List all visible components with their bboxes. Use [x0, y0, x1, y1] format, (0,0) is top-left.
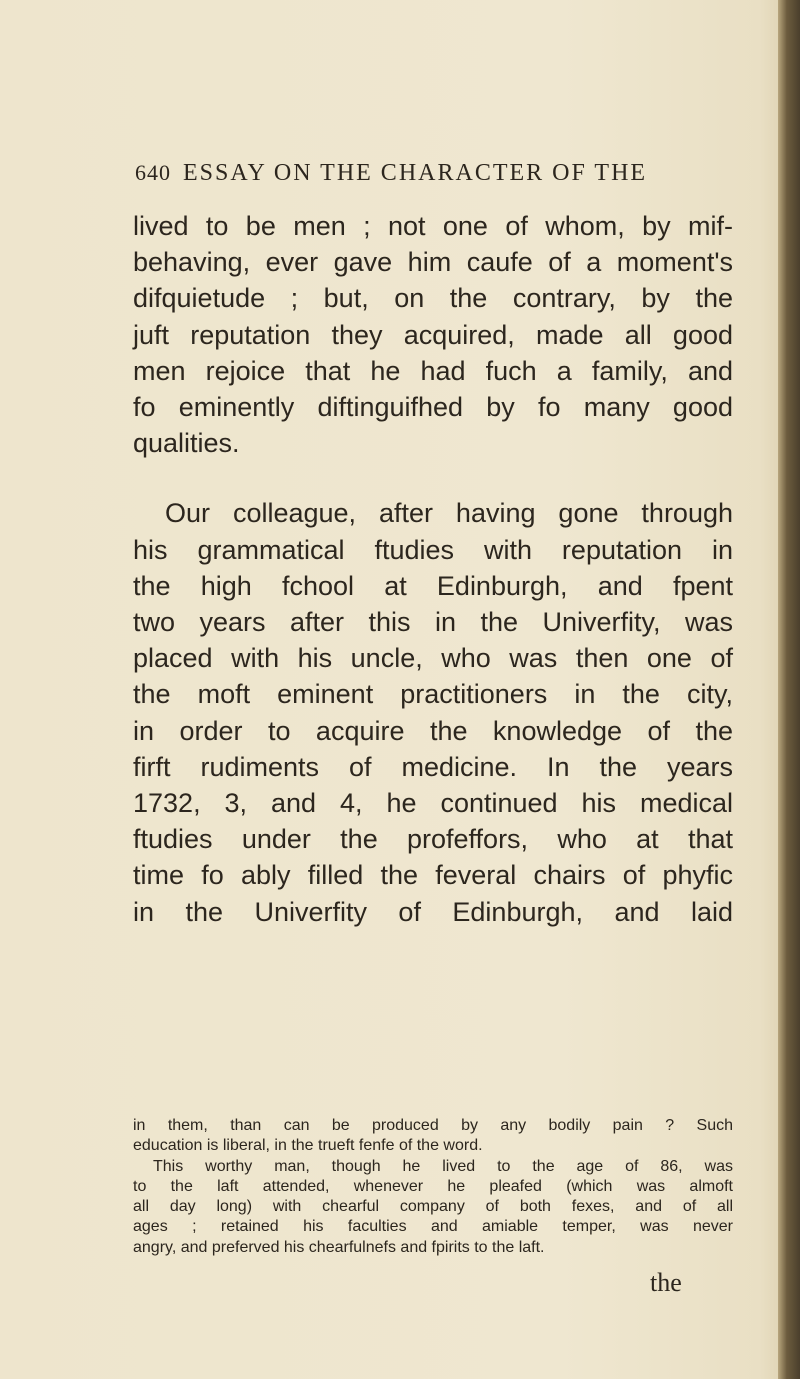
text-line: lived to be men ; not one of whom, by mif- [133, 211, 733, 241]
text-line: difquietude ; but, on the contrary, by the [133, 283, 733, 314]
text-line: ftudies under the profeffors, who at that [133, 824, 733, 855]
footnotes [133, 1116, 733, 1258]
footnote-line: in them, than can be produced by any bodily pain ? Such [133, 1117, 733, 1134]
book-binding-edge [778, 0, 800, 1379]
footnote-line: angry, and preferved his chearfulnefs and fpirits to the laft. [133, 1238, 545, 1256]
text-line: placed with his uncle, who was then one of [133, 643, 733, 674]
footnote-line: all day long) with chearful company of both fexes, and of all [133, 1198, 733, 1216]
text-line: qualities. [133, 428, 240, 459]
text-line: the moft eminent practitioners in the city, [133, 679, 733, 710]
running-head [135, 160, 735, 200]
text-line: 1732, 3, and 4, he continued his medical [133, 788, 733, 819]
text-line: two years after this in the Univerfity, was [133, 607, 733, 638]
text-line: time fo ably filled the feveral chairs of phyfic [133, 860, 733, 891]
text-line: firft rudiments of medicine. In the years [133, 751, 733, 782]
text-line: men rejoice that he had fuch a family, and [133, 355, 733, 386]
main-text [133, 208, 733, 930]
text-line: in the Univerfity of Edinburgh, and laid [133, 896, 733, 927]
text-line: his grammatical ftudies with reputation in [133, 534, 733, 565]
footnote-line: ages ; retained his faculties and amiable temper, was never [133, 1218, 733, 1236]
text-line: in order to acquire the knowledge of the [133, 715, 733, 746]
catchword: the [650, 1268, 682, 1297]
footnote-line: This worthy man, though he lived to the age of 86, was [153, 1157, 733, 1175]
page-number: 640 [135, 160, 171, 185]
text-line: behaving, ever gave him caufe of a moment's [133, 247, 733, 278]
footnote-line: to the laft attended, whenever he pleafed (which was almoft [133, 1177, 733, 1195]
running-title: ESSAY ON THE CHARACTER OF THE [183, 160, 648, 186]
text-line: fo eminently diftinguifhed by fo many good [133, 392, 733, 423]
text-line: the high fchool at Edinburgh, and fpent [133, 570, 733, 601]
text-line: Our colleague, after having gone through [165, 498, 733, 529]
footnote-line: education is liberal, in the trueft fenfe of the word. [133, 1137, 483, 1155]
paragraph-gap [133, 461, 733, 495]
text-line: juft reputation they acquired, made all good [133, 319, 733, 350]
